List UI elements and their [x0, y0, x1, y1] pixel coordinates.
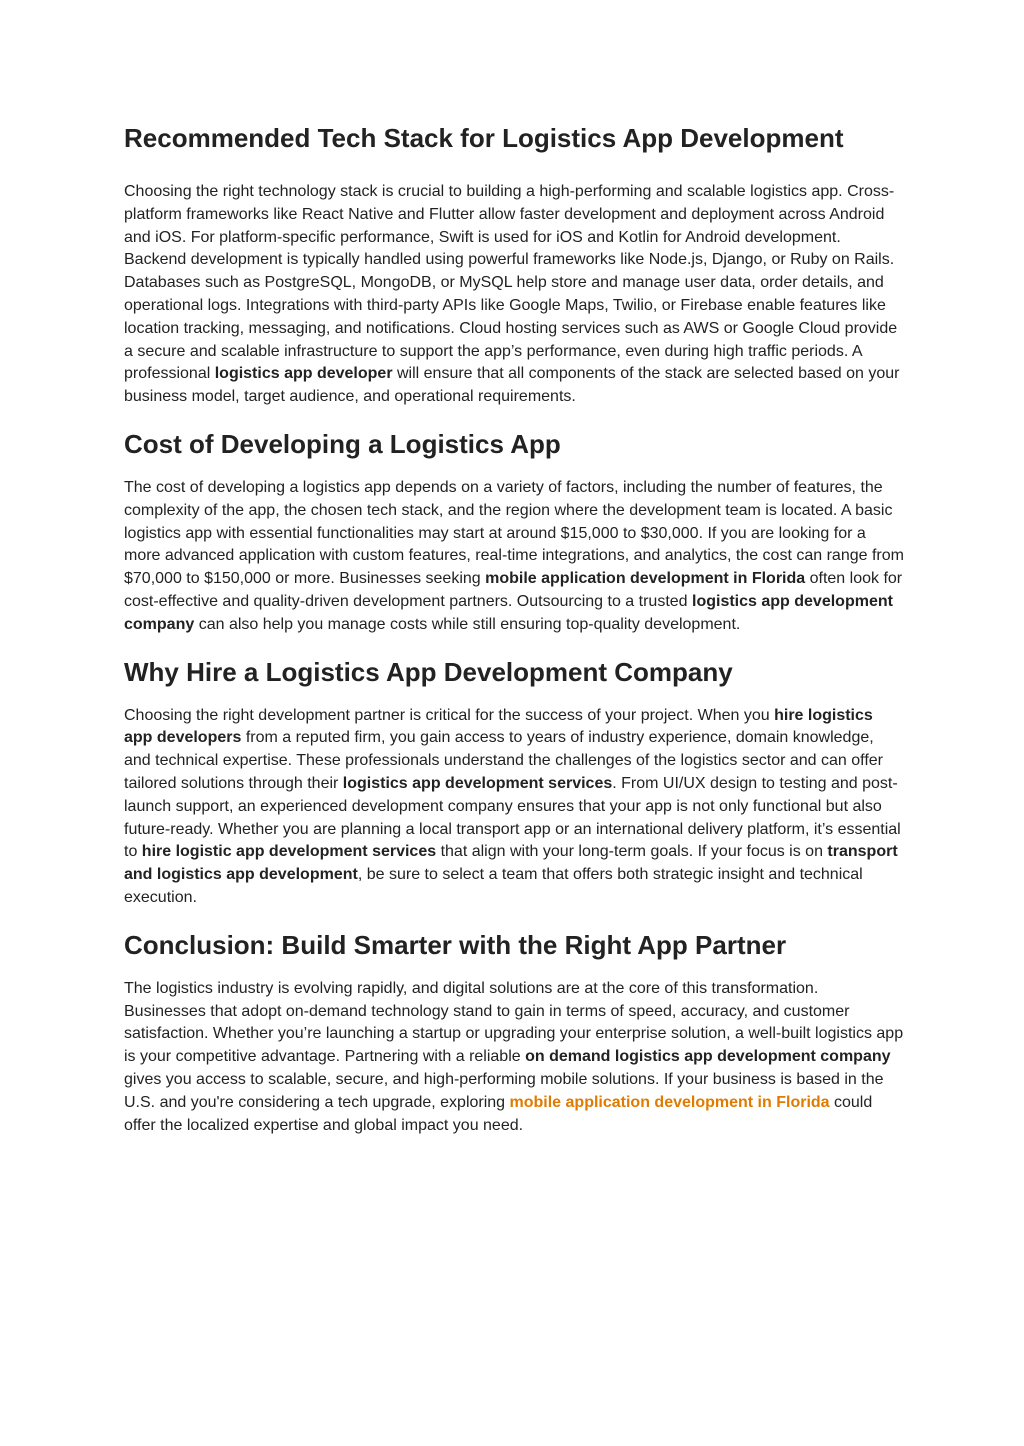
florida-mobile-app-link[interactable]: mobile application development in Florida — [509, 1093, 830, 1111]
section-body-cost — [124, 477, 904, 637]
text-run: Choosing the right development partner is critical for the success of your project. When you — [124, 706, 775, 724]
bold-keyword: hire logistics app developers — [124, 706, 873, 747]
section-heading-conclusion: Conclusion: Build Smarter with the Right App Partner — [124, 929, 787, 960]
bold-keyword: logistics app development company — [124, 592, 893, 633]
text-run: can also help you manage costs while still ensuring top-quality development. — [194, 615, 741, 633]
bold-keyword: on demand logistics app development company — [525, 1048, 891, 1066]
bold-keyword: logistics app developer — [214, 365, 393, 383]
section-body-conclusion — [124, 978, 904, 1138]
section-heading-why-hire: Why Hire a Logistics App Development Company — [124, 656, 733, 687]
text-run: Choosing the right technology stack is crucial to building a high-performing and scalable logistics app. Cross-platform frameworks like React Native and Flutter allow faster development and deployment across Android and iOS. For platform-specific performance, Swift is used for iOS and Kotlin for Android development. Backend development is typically handled using powerful frameworks like Node.js, Django, or Ruby on Rails. Databases such as PostgreSQL, MongoDB, or MySQL help store and manage user data, order details, and operational logs. Integrations with third-party APIs like Google Maps, Twilio, or Firebase enable features like location tracking, messaging, and notifications. Cloud hosting services such as AWS or Google Cloud provide a secure and scalable infrastructure to support the app’s performance, even during high traffic periods. A professional — [124, 183, 898, 383]
text-run: gives you access to scalable, secure, and high-performing mobile solutions. If your business is based in the U.S. and you're considering a tech upgrade, exploring — [124, 1070, 884, 1111]
bold-keyword: hire logistic app development services — [141, 843, 437, 861]
text-run: from a reputed firm, you gain access to years of industry experience, domain knowledge, and technical expertise. These professionals understand the challenges of the logistics sector and can offer tailored solutions through their — [124, 729, 883, 792]
bold-keyword: logistics app development services — [342, 774, 613, 792]
document-page — [124, 120, 904, 1137]
text-run: , be sure to select a team that offers both strategic insight and technical execution. — [124, 866, 863, 906]
section-body-tech-stack — [124, 181, 904, 409]
section-heading-tech-stack: Recommended Tech Stack for Logistics App Development — [124, 123, 844, 153]
section-heading-cost: Cost of Developing a Logistics App — [124, 428, 561, 459]
text-run: that align with your long-term goals. If your focus is on — [436, 843, 828, 861]
text-run: will ensure that all components of the stack are selected based on your business model, target audience, and operational requirements. — [124, 365, 900, 406]
text-run: could offer the localized expertise and global impact you need. — [124, 1093, 873, 1134]
section-body-why-hire — [124, 705, 904, 910]
text-run: often look for cost-effective and quality-driven development partners. Outsourcing to a trusted — [124, 570, 903, 610]
text-run: . From UI/UX design to testing and post-launch support, an experienced development company ensures that your app is not only functional but also future-ready. Whether you are planning a local transport app or an international delivery platform, it’s essential to — [124, 774, 901, 861]
bold-keyword: mobile application development in Florida — [485, 570, 806, 588]
text-run: The cost of developing a logistics app depends on a variety of factors, including the number of features, the complexity of the app, the chosen tech stack, and the region where the development team is located. A basic logistics app with essential functionalities may start at around $15,000 to $30,000. If you are looking for a more advanced application with custom features, real-time integrations, and analytics, the cost can range from $70,000 to $150,000 or more. Businesses seeking — [124, 478, 904, 588]
bold-keyword: transport and logistics app development — [124, 843, 898, 884]
text-run: The logistics industry is evolving rapidly, and digital solutions are at the core of this transformation. Businesses that adopt on-demand technology stand to gain in terms of speed, accuracy, and customer satisfaction. Whether you’re launching a startup or upgrading your enterprise solution, a well-built logistics app is your competitive advantage. Partnering with a reliable — [124, 979, 904, 1066]
